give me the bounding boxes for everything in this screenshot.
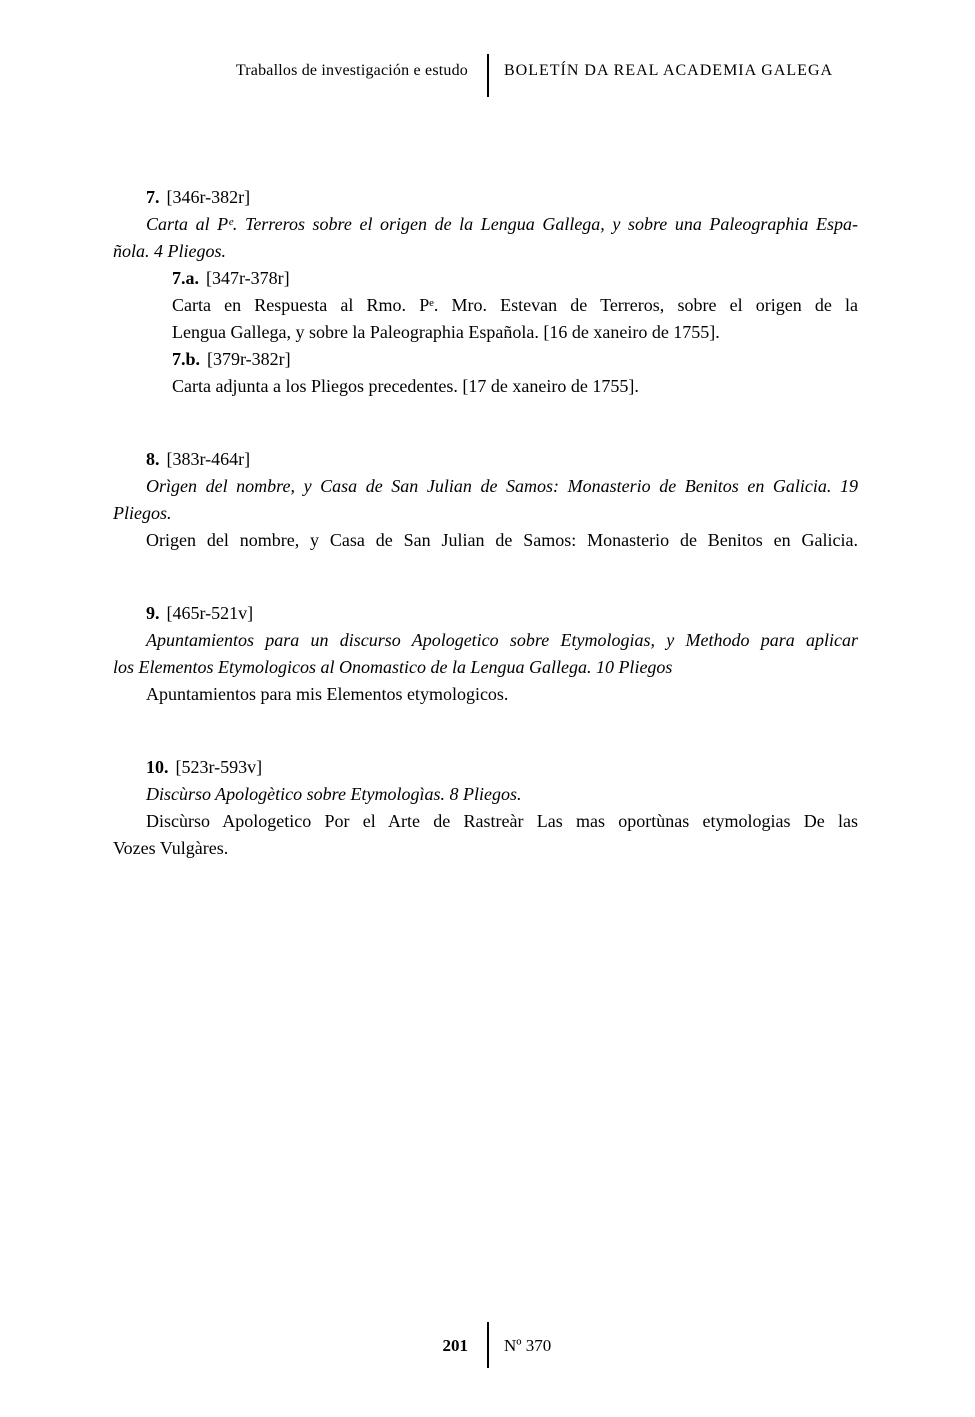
folio-range: [379r-382r]	[207, 349, 291, 369]
folio-range: [523r-593v]	[175, 757, 263, 777]
footer-issue-number: Nº 370	[504, 1336, 552, 1355]
entry-9-title-line-1: Apuntamientos para un discurso Apologetico sobre Etymologias, y Methodo para aplicar	[146, 630, 858, 650]
entry-7-title-line-1: Carta al Pᵉ. Terreros sobre el origen de la Lengua Gallega, y sobre una Paleographia Espa-	[146, 214, 858, 234]
entry-9-title-line-2: los Elementos Etymologicos al Onomastico de la Lengua Gallega. 10 Pliegos	[113, 657, 673, 677]
header-journal-title: BOLETÍN DA REAL ACADEMIA GALEGA	[504, 62, 834, 79]
entry-9	[113, 600, 858, 708]
entry-7-subentries	[172, 265, 858, 400]
entry-8-description-line-1: Origen del nombre, y Casa de San Julian de Samos: Monasterio de Benitos en Galicia.	[146, 530, 858, 550]
folio-range: [383r-464r]	[166, 449, 251, 469]
entry-8-number-line	[113, 446, 858, 473]
entry-number: 8.	[146, 449, 160, 469]
header-divider-rule	[487, 54, 489, 97]
entry-10-description-line-1: Discùrso Apologetico Por el Arte de Rastreàr Las mas oportùnas etymologias De las	[146, 811, 858, 831]
entry-10-title-line-1: Discùrso Apologètico sobre Etymologìas. 8 Pliegos.	[146, 784, 522, 804]
folio-range: [465r-521v]	[166, 603, 254, 623]
entry-8	[113, 446, 858, 554]
entry-number: 7.b.	[172, 349, 201, 369]
entry-number: 9.	[146, 603, 160, 623]
catalogue-text-block	[113, 184, 858, 862]
entry-9-number-line	[113, 600, 858, 627]
entry-7	[113, 184, 858, 400]
entry-number: 7.a.	[172, 268, 199, 288]
entry-10	[113, 754, 858, 862]
entry-8-title-line-2: Pliegos.	[113, 503, 172, 523]
footer-page-number: 201	[442, 1336, 468, 1355]
entry-7-number-line	[113, 184, 858, 211]
entry-7a-number-line	[172, 265, 858, 292]
entry-10-number-line	[113, 754, 858, 781]
entry-7-title-line-2: ñola. 4 Pliegos.	[113, 241, 226, 261]
entry-7b-number-line	[172, 346, 858, 373]
entry-number: 7.	[146, 187, 160, 207]
entry-8-title-line-1: Orìgen del nombre, y Casa de San Julian de Samos: Monasterio de Benitos en Galicia. 19	[146, 476, 858, 496]
folio-range: [347r-378r]	[206, 268, 290, 288]
entry-7a-text-line-1: Carta en Respuesta al Rmo. Pᵉ. Mro. Estevan de Terreros, sobre el origen de la	[172, 295, 858, 315]
entry-number: 10.	[146, 757, 169, 777]
entry-9-description-line-1: Apuntamientos para mis Elementos etymologicos.	[146, 684, 509, 704]
header-section-label: Traballos de investigación e estudo	[235, 62, 468, 79]
entry-7a-text-line-2: Lengua Gallega, y sobre la Paleographia Española. [16 de xaneiro de 1755].	[172, 322, 720, 342]
folio-range: [346r-382r]	[166, 187, 251, 207]
entry-7b-text-line-1: Carta adjunta a los Pliegos precedentes. [17 de xaneiro de 1755].	[172, 376, 639, 396]
footer-divider-rule	[487, 1322, 489, 1368]
entry-10-description-line-2: Vozes Vulgàres.	[113, 838, 229, 858]
